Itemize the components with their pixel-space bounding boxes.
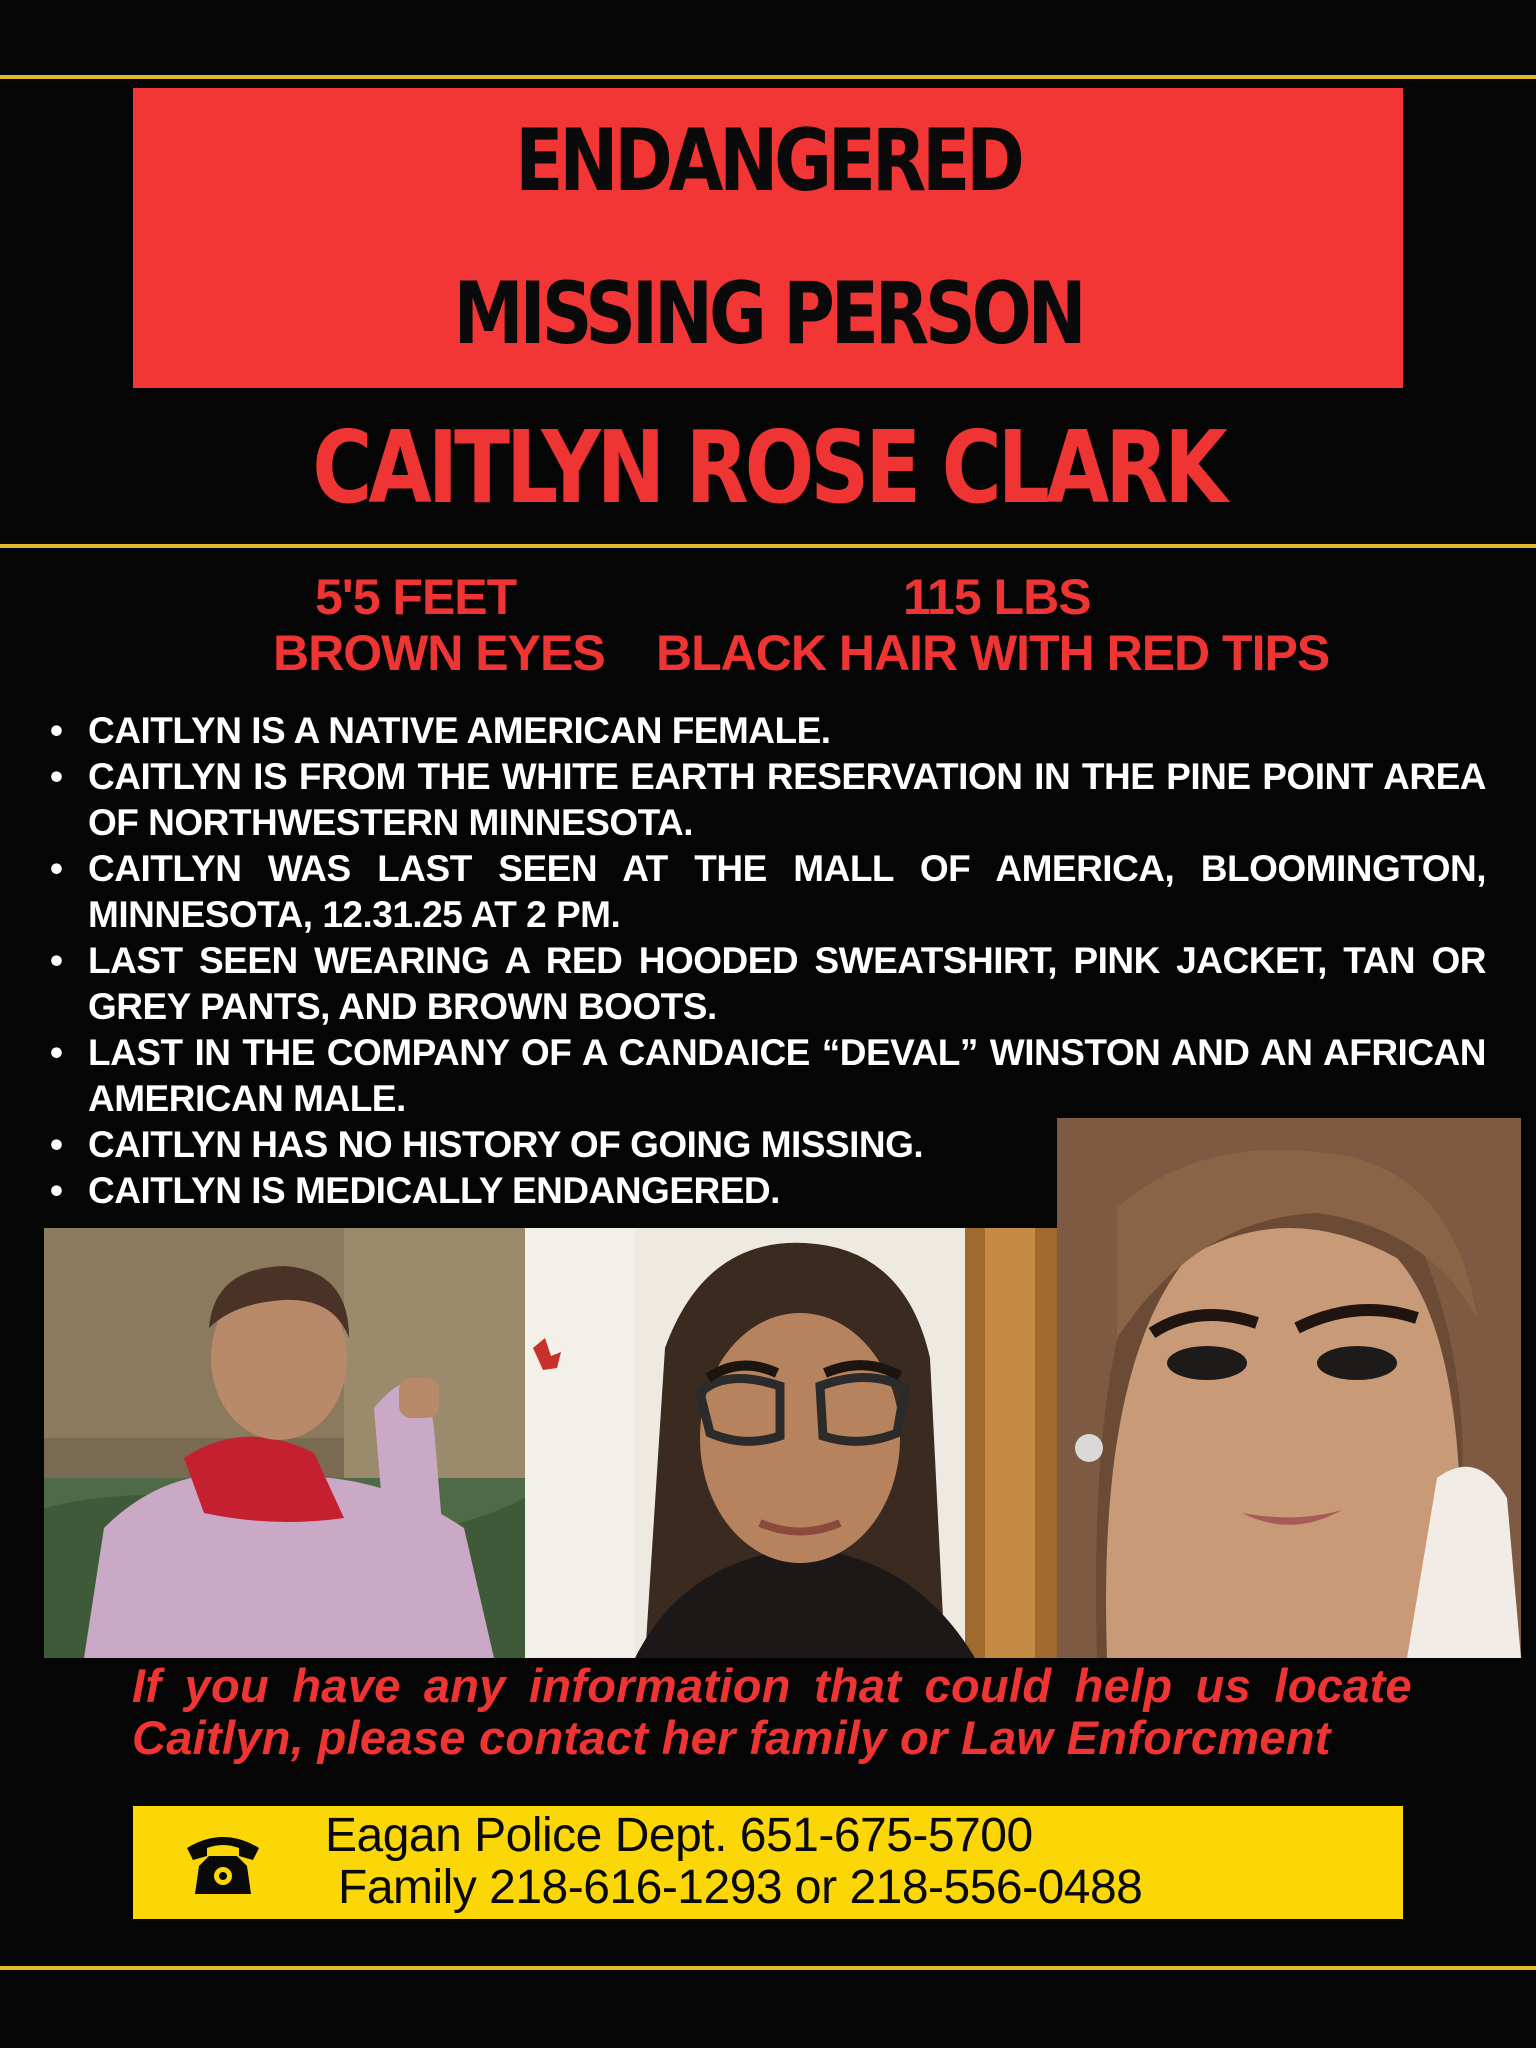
person-name: CAITLYN ROSE CLARK: [312, 409, 1224, 526]
fact-item: • CAITLYN IS FROM THE WHITE EARTH RESERVATION IN THE PINE POINT AREA OF NORTHWESTERN MINNESOTA.: [50, 756, 1486, 843]
bullet-icon: •: [50, 1124, 63, 1165]
bullet-icon: •: [50, 710, 63, 751]
bottom-rule: [0, 1966, 1536, 1970]
weight-stat: 115 LBS: [903, 569, 1091, 625]
title-endangered: ENDANGERED: [515, 111, 1021, 211]
police-contact: Eagan Police Dept. 651-675-5700: [325, 1809, 1033, 1862]
bullet-icon: •: [50, 756, 63, 797]
photo-right: [1057, 1118, 1521, 1658]
hair-stat: BLACK HAIR WITH RED TIPS: [656, 625, 1330, 681]
appeal-text: If you have any information that could help us locate Caitlyn, please contact her family or Law Enforcment: [132, 1659, 1412, 1764]
fact-item: • CAITLYN HAS NO HISTORY OF GOING MISSING.: [48, 1122, 1048, 1168]
fact-item: • LAST SEEN WEARING A RED HOODED SWEATSHIRT, PINK JACKET, TAN OR GREY PANTS, AND BROWN BOOTS.: [50, 940, 1486, 1027]
family-contact: Family 218-616-1293 or 218-556-0488: [338, 1861, 1143, 1914]
telephone-icon: [183, 1826, 263, 1898]
photo-middle: [525, 1228, 1057, 1658]
bullet-icon: •: [50, 1170, 63, 1211]
fact-item: • LAST IN THE COMPANY OF A CANDAICE “DEVAL” WINSTON AND AN AFRICAN AMERICAN MALE.: [50, 1032, 1486, 1119]
contact-box: [133, 1806, 1403, 1919]
bullet-icon: •: [50, 1032, 63, 1073]
photo-left: [44, 1228, 525, 1658]
fact-item: • CAITLYN WAS LAST SEEN AT THE MALL OF AMERICA, BLOOMINGTON, MINNESOTA, 12.31.25 AT 2 PM.: [50, 848, 1486, 935]
title-missing-person: MISSING PERSON: [453, 264, 1083, 364]
top-rule: [0, 75, 1536, 79]
fact-item: • CAITLYN IS A NATIVE AMERICAN FEMALE.: [48, 708, 1486, 754]
fact-item: • CAITLYN IS MEDICALLY ENDANGERED.: [48, 1168, 1048, 1214]
bullet-icon: •: [50, 940, 63, 981]
height-stat: 5'5 FEET: [315, 569, 517, 625]
middle-rule: [0, 544, 1536, 548]
title-banner: [133, 88, 1403, 388]
eyes-stat: BROWN EYES: [273, 625, 605, 681]
bullet-icon: •: [50, 848, 63, 889]
